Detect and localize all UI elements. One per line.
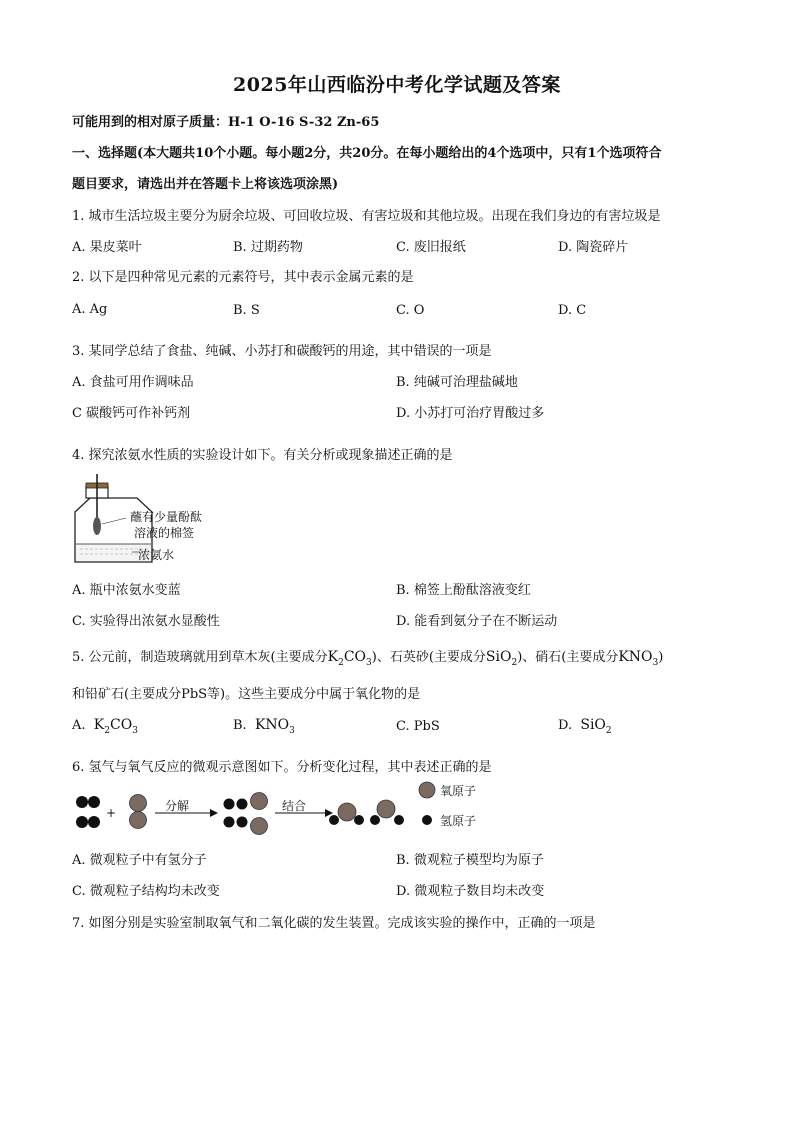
q1-option-b: B. 过期药物 (233, 240, 303, 255)
legend-oxygen-atom: 氧原子 (440, 784, 477, 798)
q6-option-b: B. 微观粒子模型均为原子 (396, 853, 544, 868)
q3-option-a: A. 食盐可用作调味品 (72, 375, 194, 390)
q5-option-a: A. $K_2CO_3$ (72, 717, 138, 736)
q6-stem: 6. 氢气与氧气反应的微观示意图如下。分析变化过程，其中表述正确的是 (72, 760, 492, 775)
q2-option-a: A. Ag (72, 302, 108, 317)
plus-sign: + (106, 806, 117, 820)
q5-stem-line2: 和铅矿石(主要成分PbS等)。这些主要成分中属于氧化物的是 (72, 687, 421, 702)
q6-option-a: A. 微观粒子中有氢分子 (72, 853, 207, 868)
q2-stem: 2. 以下是四种常见元素的元素符号，其中表示金属元素的是 (72, 270, 414, 285)
reaction-diagram (70, 780, 490, 840)
q1-option-a: A. 果皮菜叶 (72, 240, 142, 255)
section-header-line2: 题目要求，请选出并在答题卡上将该选项涂黑) (72, 177, 339, 192)
legend-hydrogen-atom: 氢原子 (440, 814, 477, 828)
q6-option-c: C. 微观粒子结构均未改变 (72, 884, 220, 899)
q4-figure-label-ammonia: 浓氨水 (138, 548, 175, 562)
q3-option-b: B. 纯碱可治理盐碱地 (396, 375, 518, 390)
q1-stem: 1. 城市生活垃圾主要分为厨余垃圾、可回收垃圾、有害垃圾和其他垃圾。出现在我们身边的有害垃圾是 (72, 209, 661, 224)
q1-option-d: D. 陶瓷碎片 (558, 240, 629, 255)
q5-option-b: B. $KNO_3$ (233, 717, 295, 736)
atomic-mass-line: 可能用到的相对原子质量：H-1 O-16 S-32 Zn-65 (72, 115, 380, 130)
q7-stem: 7. 如图分别是实验室制取氧气和二氧化碳的发生装置。完成该实验的操作中，正确的一项是 (72, 916, 596, 931)
q1-option-c: C. 废旧报纸 (396, 240, 466, 255)
page-title: 2025年山西临汾中考化学试题及答案 (233, 74, 561, 96)
q2-option-b: B. S (233, 303, 260, 318)
step-combine-label: 结合 (282, 799, 307, 813)
section-header-line1: 一、选择题(本大题共10个小题。每小题2分，共20分。在每小题给出的4个选项中，只有1个选项符合 (72, 146, 662, 161)
q3-option-c: C 碳酸钙可作补钙剂 (72, 406, 191, 421)
q4-option-a: A. 瓶中浓氨水变蓝 (72, 583, 181, 598)
q2-option-d: D. C (558, 303, 587, 318)
q4-figure-label-swab2: 溶液的棉签 (134, 526, 195, 540)
q6-option-d: D. 微观粒子数目均未改变 (396, 884, 545, 899)
q2-option-c: C. O (396, 303, 425, 318)
q4-figure-label-swab1: 蘸有少量酚酞 (130, 510, 203, 524)
q4-option-b: B. 棉签上酚酞溶液变红 (396, 583, 531, 598)
step-decompose-label: 分解 (165, 799, 190, 813)
q4-option-d: D. 能看到氨分子在不断运动 (396, 614, 558, 629)
q4-option-c: C. 实验得出浓氨水显酸性 (72, 614, 220, 629)
q4-stem: 4. 探究浓氨水性质的实验设计如下。有关分析或现象描述正确的是 (72, 448, 453, 463)
q5-option-d: D. SiO$_2$ (558, 717, 612, 736)
q3-stem: 3. 某同学总结了食盐、纯碱、小苏打和碳酸钙的用途，其中错误的一项是 (72, 344, 492, 359)
q5-option-c: C. PbS (396, 719, 440, 734)
q3-option-d: D. 小苏打可治疗胃酸过多 (396, 406, 545, 421)
q5-stem-line1: 5. 公元前，制造玻璃就用到草木灰(主要成分$K_2CO_3$)、石英砂(主要成分SiO$_2$)、硝石(主要成分$KNO_3$) (72, 649, 664, 668)
